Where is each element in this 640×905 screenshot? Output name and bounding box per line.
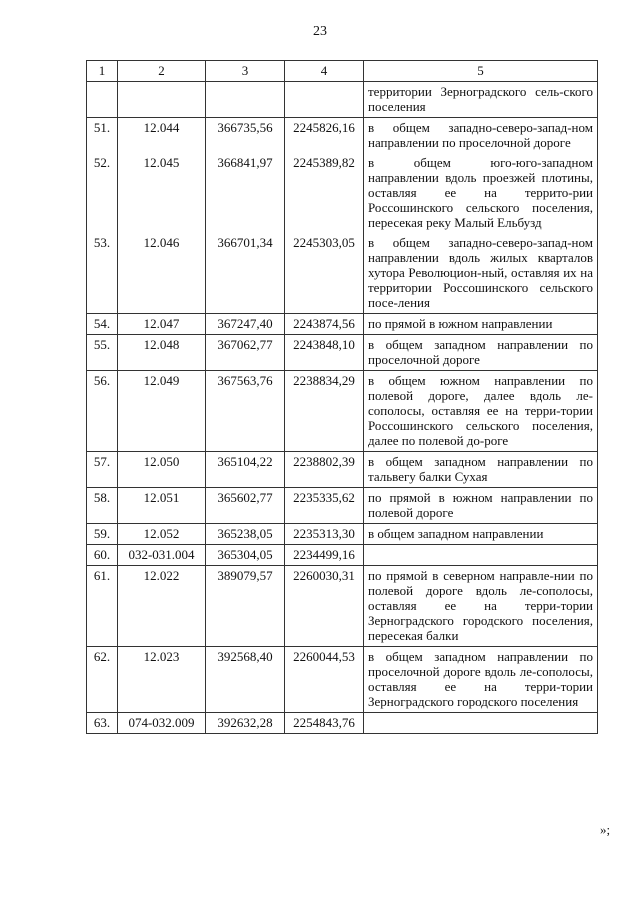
direction-description: по прямой в южном направлении по полевой дороге	[364, 488, 598, 524]
table-row	[87, 118, 598, 154]
row-number: 63.	[87, 713, 118, 734]
point-code: 12.050	[118, 452, 206, 488]
point-code: 12.022	[118, 566, 206, 647]
direction-description: в общем западно-северо-запад-ном направлении по проселочной дороге	[364, 118, 598, 154]
coord-x: 367563,76	[206, 371, 285, 452]
direction-description: в общем западно-северо-запад-ном направлении вдоль жилых кварталов хутора Революцион-ный, оставляя их на территории Россошинского сельского посе-ления	[364, 233, 598, 314]
table-row	[87, 713, 598, 734]
direction-description: по прямой в южном направлении	[364, 314, 598, 335]
coord-x: 389079,57	[206, 566, 285, 647]
point-code: 032-031.004	[118, 545, 206, 566]
direction-description: в общем юго-юго-западном направлении вдоль проезжей плотины, оставляя ее на террито-рии Россошинского сельского поселения, пересекая реку Малый Ельбузд	[364, 153, 598, 233]
continuation-row	[87, 82, 598, 118]
coord-y: 2235335,62	[285, 488, 364, 524]
page-number: 23	[313, 24, 327, 39]
coord-x: 392568,40	[206, 647, 285, 713]
coord-x: 365104,22	[206, 452, 285, 488]
table-row	[87, 314, 598, 335]
direction-description: в общем западном направлении по тальвегу балки Сухая	[364, 452, 598, 488]
point-code: 074-032.009	[118, 713, 206, 734]
table-row	[87, 545, 598, 566]
direction-description: в общем южном направлении по полевой дороге, далее вдоль ле-сополосы, оставляя ее на терри-тории Россошинского сельского поселения, далее по полевой до-роге	[364, 371, 598, 452]
point-code: 12.047	[118, 314, 206, 335]
row-number: 55.	[87, 335, 118, 371]
coord-y: 2254843,76	[285, 713, 364, 734]
coord-x: 366735,56	[206, 118, 285, 154]
header-cell-3: 3	[206, 61, 285, 82]
header-cell-4: 4	[285, 61, 364, 82]
point-code: 12.051	[118, 488, 206, 524]
table-row	[87, 488, 598, 524]
point-code: 12.052	[118, 524, 206, 545]
row-number: 56.	[87, 371, 118, 452]
coord-y: 2245389,82	[285, 153, 364, 233]
point-code: 12.023	[118, 647, 206, 713]
direction-description	[364, 545, 598, 566]
table-row	[87, 153, 598, 233]
coord-x: 365304,05	[206, 545, 285, 566]
direction-description: в общем западном направлении по проселочной дороге	[364, 335, 598, 371]
table-row	[87, 647, 598, 713]
coord-y: 2260030,31	[285, 566, 364, 647]
point-code: 12.045	[118, 153, 206, 233]
point-code: 12.046	[118, 233, 206, 314]
table-row	[87, 335, 598, 371]
row-number: 61.	[87, 566, 118, 647]
coord-y: 2235313,30	[285, 524, 364, 545]
coord-y: 2238802,39	[285, 452, 364, 488]
row-number: 62.	[87, 647, 118, 713]
direction-description: в общем западном направлении	[364, 524, 598, 545]
point-code: 12.048	[118, 335, 206, 371]
coord-y: 2243848,10	[285, 335, 364, 371]
row-number: 60.	[87, 545, 118, 566]
row-number: 58.	[87, 488, 118, 524]
row-number: 52.	[87, 153, 118, 233]
direction-description: в общем западном направлении по проселочной дороге вдоль ле-сополосы, оставляя ее на терри-тории Зерноградского городского поселения	[364, 647, 598, 713]
coord-y: 2245303,05	[285, 233, 364, 314]
closing-quote-mark: »;	[600, 822, 611, 837]
coord-x: 365238,05	[206, 524, 285, 545]
coord-x: 367247,40	[206, 314, 285, 335]
point-code: 12.049	[118, 371, 206, 452]
table-row	[87, 371, 598, 452]
row-number: 53.	[87, 233, 118, 314]
table-header-row	[87, 61, 598, 82]
header-cell-5: 5	[364, 61, 598, 82]
table-row	[87, 233, 598, 314]
header-cell-2: 2	[118, 61, 206, 82]
boundary-table	[86, 60, 598, 734]
header-cell-1: 1	[87, 61, 118, 82]
coord-x: 367062,77	[206, 335, 285, 371]
coord-y: 2234499,16	[285, 545, 364, 566]
row-number: 51.	[87, 118, 118, 154]
coord-y: 2238834,29	[285, 371, 364, 452]
point-code: 12.044	[118, 118, 206, 154]
coord-y: 2243874,56	[285, 314, 364, 335]
table-row	[87, 524, 598, 545]
coord-y: 2245826,16	[285, 118, 364, 154]
row-number: 57.	[87, 452, 118, 488]
coord-x: 392632,28	[206, 713, 285, 734]
row-number: 59.	[87, 524, 118, 545]
coord-y: 2260044,53	[285, 647, 364, 713]
coord-x: 366841,97	[206, 153, 285, 233]
direction-description	[364, 713, 598, 734]
row-number: 54.	[87, 314, 118, 335]
coord-x: 366701,34	[206, 233, 285, 314]
table-row	[87, 452, 598, 488]
direction-description: по прямой в северном направле-нии по полевой дороге вдоль ле-сополосы, оставляя ее на терри-тории Зерноградского городского поселения, пересекая балки	[364, 566, 598, 647]
coord-x: 365602,77	[206, 488, 285, 524]
continuation-text: территории Зерноградского сель-ского поселения	[364, 82, 598, 118]
table-row	[87, 566, 598, 647]
